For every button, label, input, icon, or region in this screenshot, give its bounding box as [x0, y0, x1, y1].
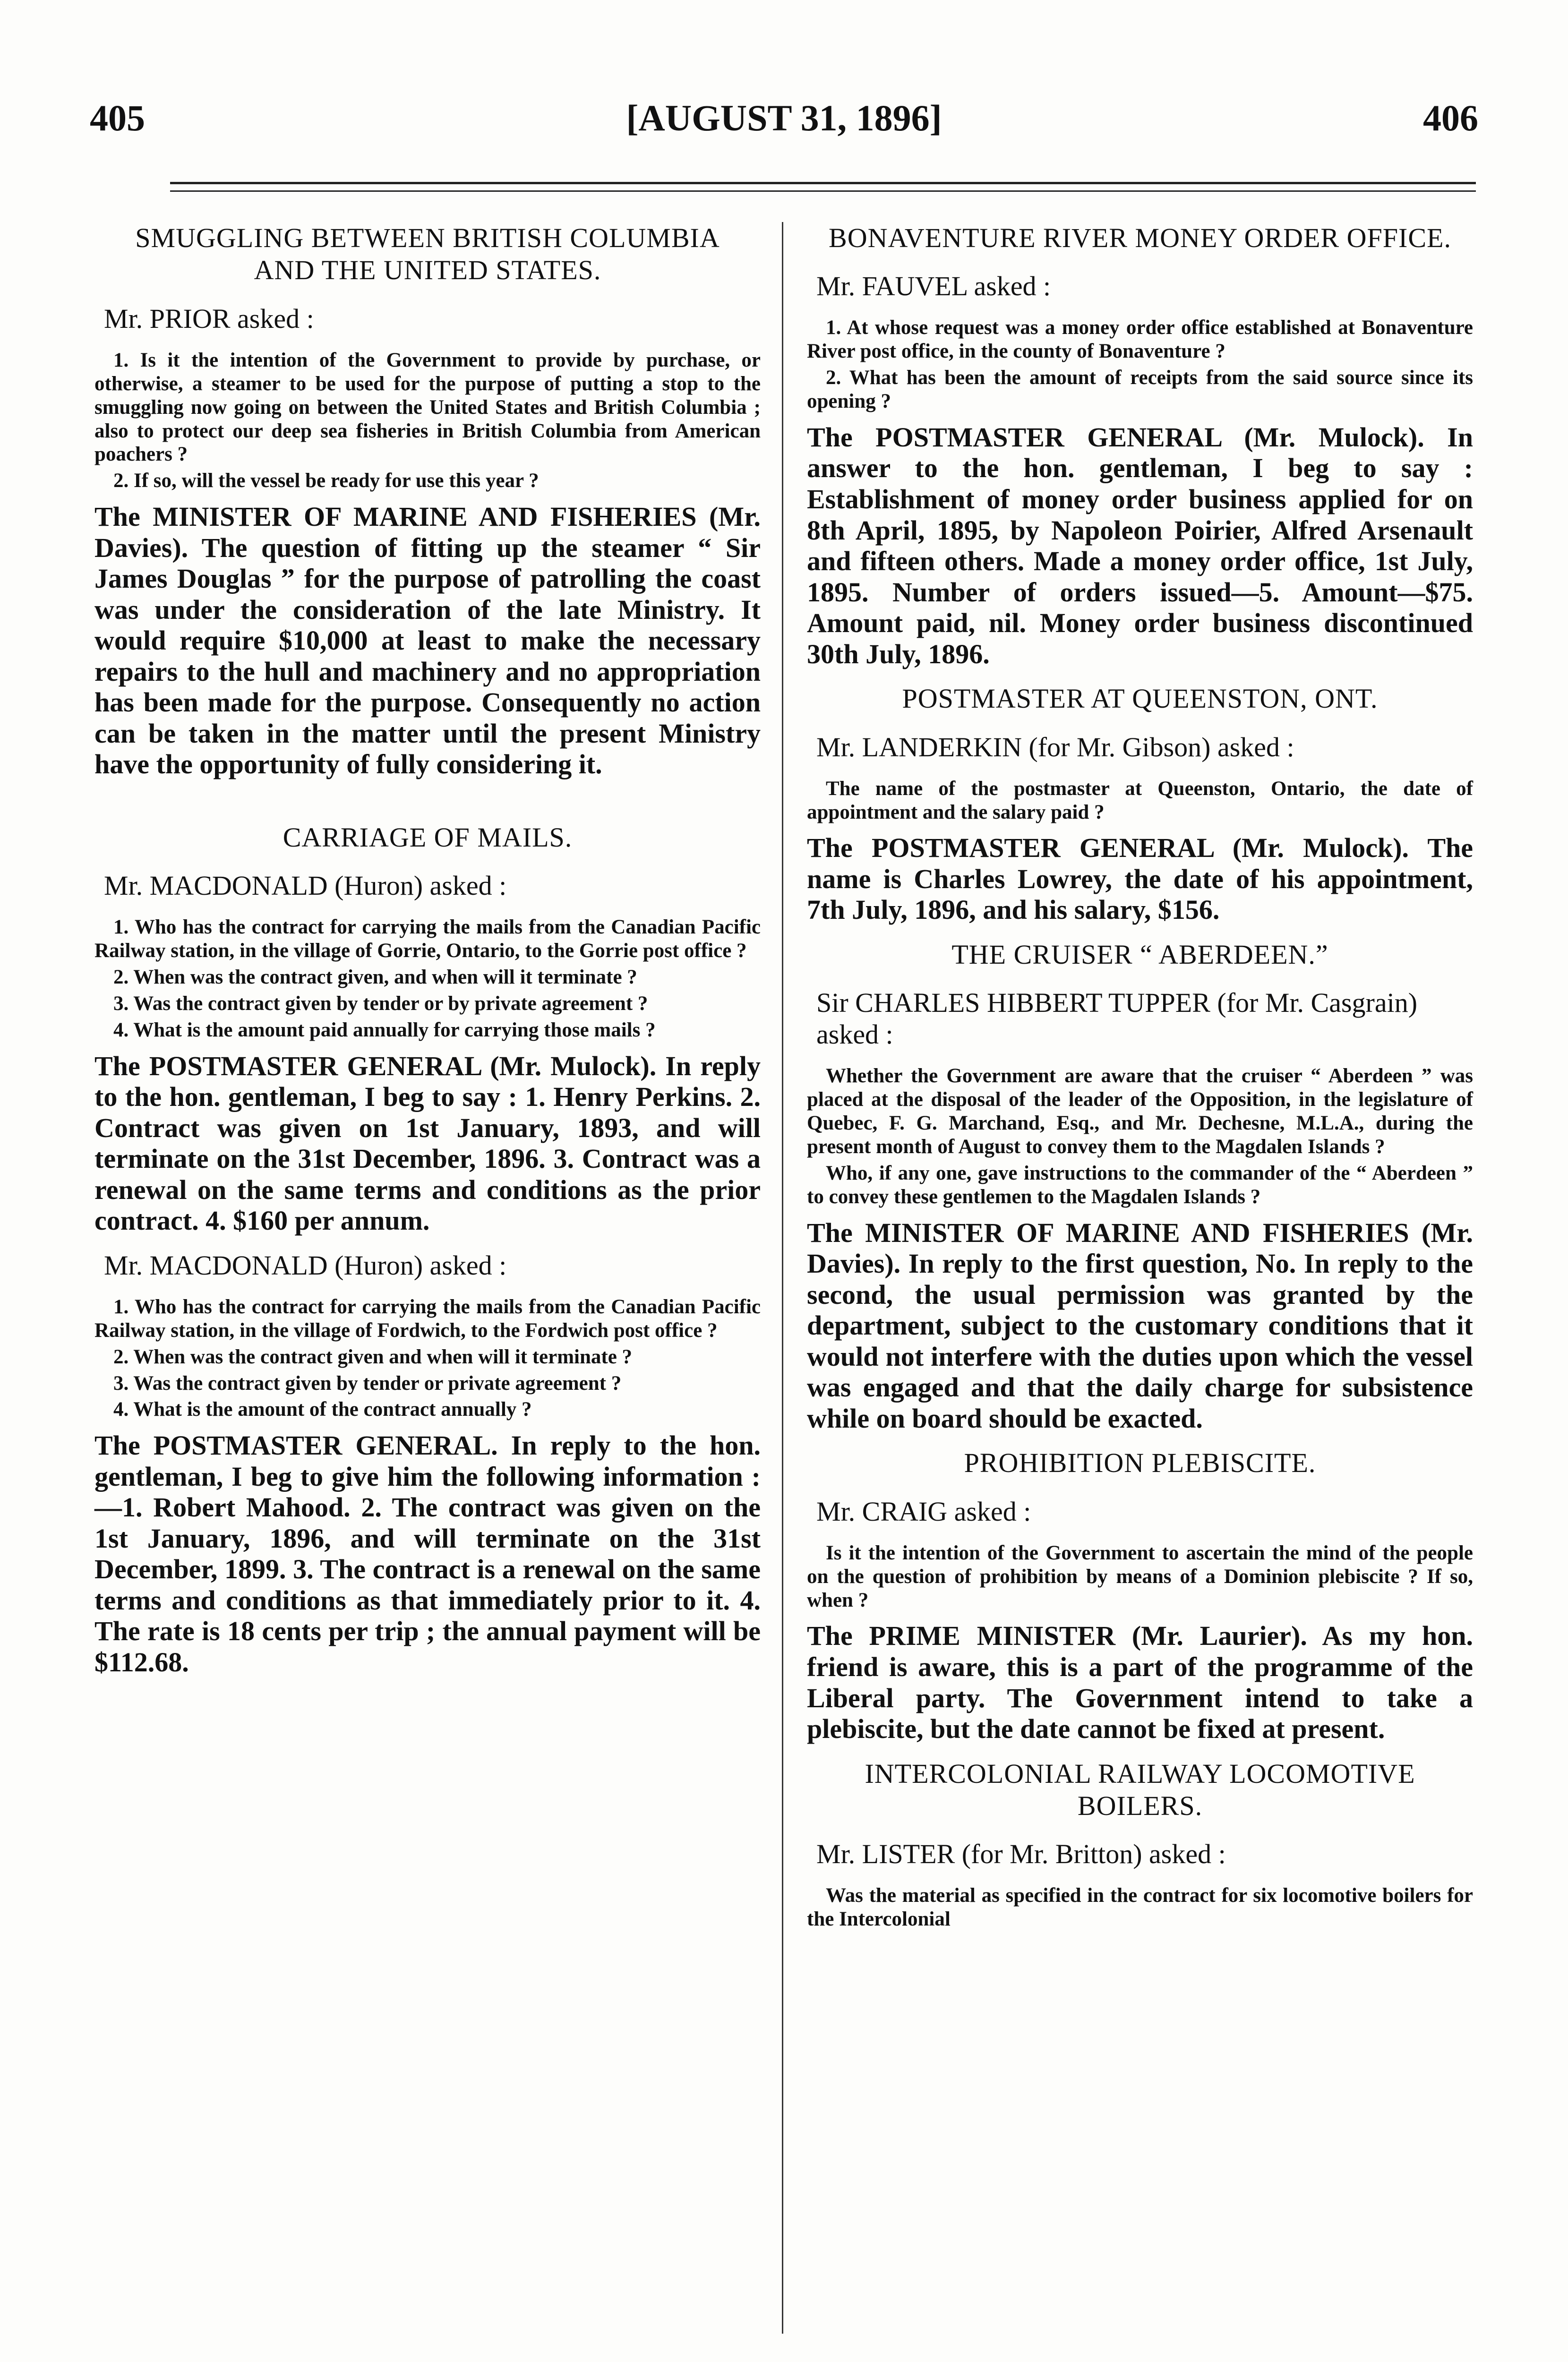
asker: Mr. LANDERKIN (for Mr. Gibson) asked : [816, 731, 1294, 762]
section-heading: POSTMASTER AT QUEENSTON, ONT. [902, 683, 1378, 714]
asker: Mr. CRAIG asked : [816, 1496, 1031, 1527]
section-heading: THE CRUISER “ ABERDEEN.” [951, 939, 1328, 970]
section-bonaventure [807, 222, 1473, 669]
answer: The POSTMASTER GENERAL. In reply to the hon. gentleman, I beg to give him the following information :—1. Robert Mahood. 2. The contract was given on the 1st January, 1896, and will terminate on the 31st December, 1899. 3. The contract is a renewal on the same terms and conditions as that immediately prior to it. 4. The rate is 18 cents per trip ; the annual payment will be $112.68. [94, 1430, 761, 1677]
question: The name of the postmaster at Queenston, Ontario, the date of appointment and the salary paid ? [807, 777, 1473, 823]
question: 4. What is the amount of the contract annually ? [113, 1398, 532, 1421]
answer: The PRIME MINISTER (Mr. Laurier). As my hon. friend is aware, this is a part of the programme of the Liberal party. The Government intend to take a plebiscite, but the date cannot be fixed at present. [807, 1620, 1473, 1745]
answer: The POSTMASTER GENERAL (Mr. Mulock). The name is Charles Lowrey, the date of his appointment, 7th July, 1896, and his salary, $156. [807, 832, 1473, 925]
section-cruiser-aberdeen [807, 939, 1473, 1434]
section-heading: SMUGGLING BETWEEN BRITISH COLUMBIA AND THE UNITED STATES. [135, 223, 720, 286]
header-rule-thin [170, 190, 1476, 192]
section-heading: PROHIBITION PLEBISCITE. [964, 1447, 1316, 1479]
section-heading: CARRIAGE OF MAILS. [283, 822, 573, 853]
question: 1. Who has the contract for carrying the mails from the Canadian Pacific Railway station, in the village of Fordwich, to the Fordwich post office ? [94, 1295, 761, 1342]
question: Is it the intention of the Government to ascertain the mind of the people on the question of prohibition by means of a Dominion plebiscite ? If so, when ? [807, 1541, 1473, 1611]
question: 1. At whose request was a money order office established at Bonaventure River post office, in the county of Bonaventure ? [807, 317, 1473, 363]
answer: The MINISTER OF MARINE AND FISHERIES (Mr. Davies). In reply to the first question, No. In reply to the second, the usual permission was granted by the department, subject to the customary conditions that it would not interfere with the duties upon which the vessel was engaged and that the daily charge for subsistence while on board should be exacted. [807, 1217, 1473, 1434]
question: 4. What is the amount paid annually for carrying those mails ? [113, 1018, 656, 1041]
question: 2. If so, will the vessel be ready for use this year ? [113, 470, 539, 492]
question: 2. When was the contract given and when will it terminate ? [113, 1345, 633, 1368]
asker: Mr. MACDONALD (Huron) asked : [104, 1249, 507, 1281]
spacer [94, 793, 761, 822]
question: 1. Is it the intention of the Government to provide by purchase, or otherwise, a steamer to be used for the purpose of putting a stop to the smuggling now going on between the United States and British Columbia ; also to protect our deep sea fisheries in British Columbia from American poachers ? [94, 349, 761, 466]
right-column [807, 222, 1473, 1934]
answer: The MINISTER OF MARINE AND FISHERIES (Mr. Davies). The question of fitting up the steamer “ Sir James Douglas ” for the purpose of patrolling the coast was under the consideration of the late Ministry. It would require $10,000 at least to make the necessary repairs to the hull and machinery and no appropriation has been made for the purpose. Consequently no action can be taken in the matter until the present Ministry have the opportunity of fully considering it. [94, 501, 761, 780]
answer: The POSTMASTER GENERAL (Mr. Mulock). In reply to the hon. gentleman, I beg to say : 1. Henry Perkins. 2. Contract was given on 1st January, 1893, and will terminate on the 31st December, 1896. 3. Contract was a renewal on the same terms and conditions as the prior contract. 4. $160 per annum. [94, 1050, 761, 1236]
question: Who, if any one, gave instructions to the commander of the “ Aberdeen ” to convey these gentlemen to the Magdalen Islands ? [807, 1162, 1473, 1208]
section-locomotive-boilers [807, 1758, 1473, 1932]
left-column [94, 222, 761, 1691]
question: 2. When was the contract given, and when will it terminate ? [113, 966, 637, 989]
section-heading: BONAVENTURE RIVER MONEY ORDER OFFICE. [829, 223, 1451, 253]
asker: Sir CHARLES HIBBERT TUPPER (for Mr. Casgrain) asked : [816, 987, 1418, 1050]
running-header [90, 97, 1478, 139]
question: 2. What has been the amount of receipts from the said source since its opening ? [807, 367, 1473, 413]
question: 1. Who has the contract for carrying the mails from the Canadian Pacific Railway station, in the village of Gorrie, Ontario, to the Gorrie post office ? [94, 916, 761, 962]
column-divider [782, 222, 783, 2334]
page-number-right: 406 [1423, 97, 1478, 138]
page-number-left: 405 [90, 97, 145, 138]
question: 3. Was the contract given by tender or by private agreement ? [113, 992, 648, 1015]
question: 3. Was the contract given by tender or private agreement ? [113, 1372, 622, 1395]
section-heading: INTERCOLONIAL RAILWAY LOCOMOTIVE BOILERS. [865, 1758, 1415, 1821]
header-date: [AUGUST 31, 1896] [626, 97, 942, 138]
header-rule-thick [170, 182, 1476, 184]
answer: The POSTMASTER GENERAL (Mr. Mulock). In answer to the hon. gentleman, I beg to say : Establishment of money order business applied for on 8th April, 1895, by Napoleon Poirier, Alfred Arsenault and fifteen others. Made a money order office, 1st July, 1895. Number of orders issued—5. Amount—$75. Amount paid, nil. Money order business discontinued 30th July, 1896. [807, 421, 1473, 669]
question: Whether the Government are aware that the cruiser “ Aberdeen ” was placed at the disposal of the leader of the Opposition, in the legislature of Quebec, F. G. Marchand, Esq., and Mr. Dechesne, M.L.A., during the present month of August to convey them to the Magdalen Islands ? [807, 1065, 1473, 1158]
asker: Mr. LISTER (for Mr. Britton) asked : [816, 1839, 1226, 1870]
asker: Mr. PRIOR asked : [104, 303, 314, 334]
asker: Mr. MACDONALD (Huron) asked : [104, 870, 507, 901]
section-prohibition [807, 1447, 1473, 1744]
section-smuggling [94, 222, 761, 780]
section-queenston [807, 683, 1473, 925]
question: Was the material as specified in the contract for six locomotive boilers for the Intercolonial [807, 1884, 1473, 1931]
asker: Mr. FAUVEL asked : [816, 271, 1051, 302]
section-carriage-of-mails [94, 822, 761, 1678]
